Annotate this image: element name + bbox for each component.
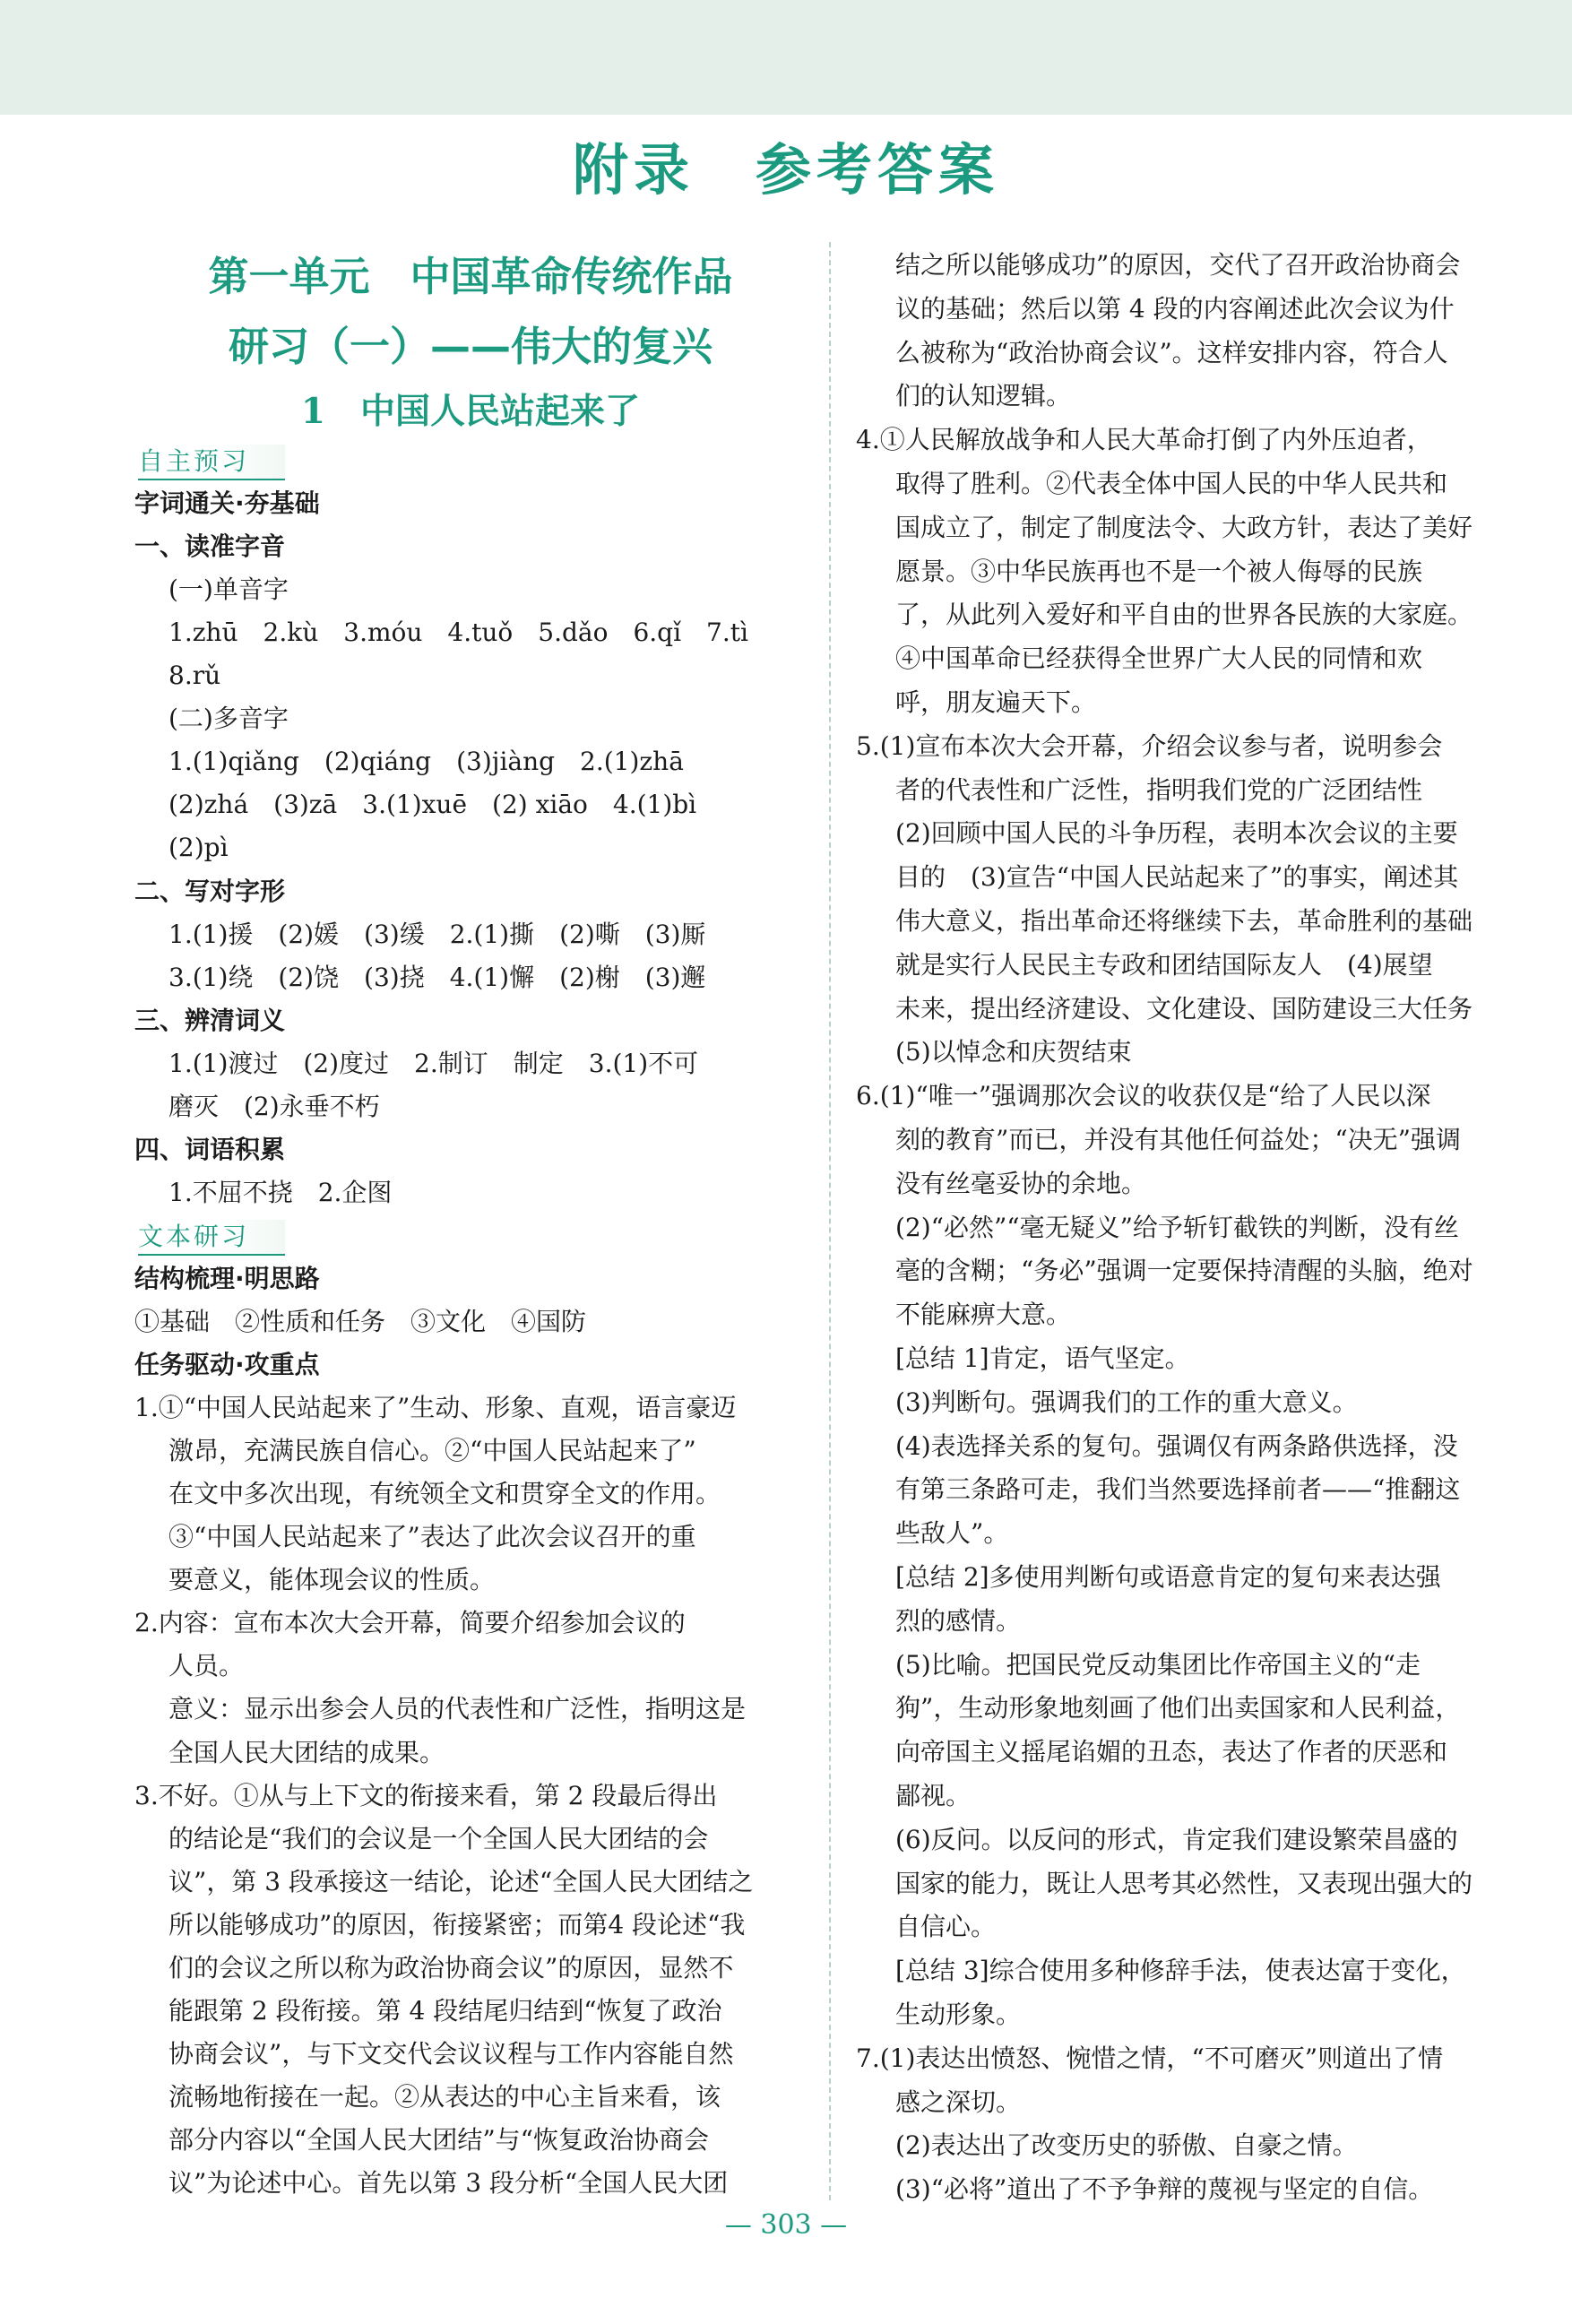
answer-line: 1.不屈不挠 2.企图 bbox=[168, 1177, 393, 1207]
answer-line: (2)回顾中国人民的斗争历程，表明本次会议的主要 bbox=[895, 818, 1458, 849]
answer-line: 激昂，充满民族自信心。②“中国人民站起来了” bbox=[168, 1436, 696, 1466]
answer-line: 么被称为“政治协商会议”。这样安排内容，符合人 bbox=[895, 337, 1448, 367]
answer-line: 6.(1)“唯一”强调那次会议的收获仅是“给了人民以深 bbox=[856, 1081, 1431, 1111]
answer-line: 3.不好。①从与上下文的衔接来看，第 2 段最后得出 bbox=[134, 1780, 718, 1810]
answer-line: 磨灭 (2)永垂不朽 bbox=[168, 1091, 380, 1121]
answer-line: (2)pì bbox=[168, 833, 229, 863]
answer-line: [总结 2]多使用判断句或语意肯定的复句来表达强 bbox=[895, 1562, 1441, 1592]
answer-line: (二)多音字 bbox=[168, 704, 289, 734]
section-heading: 结构梳理·明思路 bbox=[134, 1263, 320, 1293]
answer-line: 烈的感情。 bbox=[895, 1605, 1022, 1636]
answer-line: (4)表选择关系的复句。强调仅有两条路供选择，没 bbox=[895, 1430, 1458, 1461]
answer-line: 国家的能力，既让人思考其必然性，又表现出强大的 bbox=[895, 1868, 1473, 1898]
answer-line: 们的认知逻辑。 bbox=[895, 381, 1072, 411]
answer-line: 就是实行人民民主专政和团结国际友人 (4)展望 bbox=[895, 949, 1433, 980]
answer-line: 5.(1)宣布本次大会开幕，介绍会议参与者，说明参会 bbox=[856, 730, 1443, 761]
answer-line: 4.①人民解放战争和人民大革命打倒了内外压迫者， bbox=[856, 425, 1432, 455]
answer-line: 愿景。③中华民族再也不是一个被人侮辱的民族 bbox=[895, 556, 1423, 586]
lesson-title: 1 中国人民站起来了 bbox=[300, 391, 641, 432]
answer-line: 人员。 bbox=[168, 1651, 245, 1681]
answer-line: [总结 1]肯定，语气坚定。 bbox=[895, 1343, 1190, 1373]
answer-line: 全国人民大团结的成果。 bbox=[168, 1737, 445, 1767]
answer-line: 议”为论述中心。首先以第 3 段分析“全国人民大团 bbox=[168, 2168, 729, 2198]
answer-line: 自信心。 bbox=[895, 1912, 997, 1942]
answer-line: (2)“必然”“毫无疑义”给予斩钉截铁的判断，没有丝 bbox=[895, 1212, 1459, 1242]
answer-line: (5)以悼念和庆贺结束 bbox=[895, 1037, 1132, 1067]
answer-line: 部分内容以“全国人民大团结”与“恢复政治协商会 bbox=[168, 2124, 709, 2155]
answer-line: 狗”，生动形象地刻画了他们出卖国家和人民利益， bbox=[895, 1693, 1461, 1724]
answer-line: 向帝国主义摇尾谄媚的丑态，表达了作者的厌恶和 bbox=[895, 1737, 1448, 1767]
answer-line: 8.rǔ bbox=[168, 661, 221, 691]
section-heading: 二、写对字形 bbox=[134, 876, 286, 906]
answer-line: 毫的含糊；“务必”强调一定要保持清醒的头脑，绝对 bbox=[895, 1256, 1473, 1286]
answer-line: 要意义，能体现会议的性质。 bbox=[168, 1565, 496, 1595]
header-band bbox=[0, 0, 1572, 115]
answer-line: 1.zhū 2.kù 3.móu 4.tuǒ 5.dǎo 6.qǐ 7.tì bbox=[168, 618, 748, 648]
column-divider bbox=[829, 242, 831, 2200]
answer-line: 生动形象。 bbox=[895, 2000, 1022, 2029]
section-heading: 一、读准字音 bbox=[134, 531, 286, 562]
answer-line: 能跟第 2 段衔接。第 4 段结尾归结到“恢复了政治 bbox=[168, 1995, 722, 2026]
answer-line: 刻的教育”而已，并没有其他任何益处；“决无”强调 bbox=[895, 1125, 1461, 1154]
section-tag: 自主预习 bbox=[138, 445, 285, 480]
section-heading: 四、词语积累 bbox=[134, 1134, 286, 1164]
answer-line: (6)反问。以反问的形式，肯定我们建设繁荣昌盛的 bbox=[895, 1824, 1458, 1854]
answer-line: 2.内容：宣布本次大会开幕，简要介绍参加会议的 bbox=[134, 1608, 686, 1638]
answer-line: [总结 3]综合使用多种修辞手法，使表达富于变化， bbox=[895, 1956, 1466, 1986]
answer-line: ③“中国人民站起来了”表达了此次会议召开的重 bbox=[168, 1522, 696, 1552]
answer-line: 未来，提出经济建设、文化建设、国防建设三大任务 bbox=[895, 993, 1473, 1024]
unit-subtitle: 研习（一）——伟大的复兴 bbox=[228, 323, 713, 370]
answer-line: 流畅地衔接在一起。②从表达的中心主旨来看，该 bbox=[168, 2081, 721, 2112]
answer-line: 议的基础；然后以第 4 段的内容阐述此次会议为什 bbox=[895, 293, 1455, 324]
section-tag: 文本研习 bbox=[138, 1220, 285, 1256]
answer-line: 鄙视。 bbox=[895, 1781, 972, 1810]
answer-line: 没有丝毫妥协的余地。 bbox=[895, 1168, 1147, 1198]
answer-line: 1.(1)援 (2)媛 (3)缓 2.(1)撕 (2)嘶 (3)厮 bbox=[168, 919, 706, 949]
answer-line: (3)判断句。强调我们的工作的重大意义。 bbox=[895, 1387, 1358, 1417]
answer-line: 1.(1)qiǎng (2)qiáng (3)jiàng 2.(1)zhā bbox=[168, 747, 684, 777]
answer-line: 了，从此列入爱好和平自由的世界各民族的大家庭。 bbox=[895, 600, 1473, 630]
answer-line: (一)单音字 bbox=[168, 575, 289, 605]
answer-line: (5)比喻。把国民党反动集团比作帝国主义的“走 bbox=[895, 1649, 1421, 1680]
answer-line: ④中国革命已经获得全世界广大人民的同情和欢 bbox=[895, 644, 1423, 674]
answer-line: 不能麻痹大意。 bbox=[895, 1300, 1072, 1330]
answer-line: (2)表达出了改变历史的骄傲、自豪之情。 bbox=[895, 2130, 1358, 2161]
answer-line: 3.(1)绕 (2)饶 (3)挠 4.(1)懈 (2)榭 (3)邂 bbox=[168, 962, 706, 992]
answer-line: 所以能够成功”的原因，衔接紧密；而第4 段论述“我 bbox=[168, 1909, 746, 1940]
answer-line: 者的代表性和广泛性，指明我们党的广泛团结性 bbox=[895, 774, 1423, 805]
answer-line: ①基础 ②性质和任务 ③文化 ④国防 bbox=[134, 1307, 587, 1336]
answer-line: 1.(1)渡过 (2)度过 2.制订 制定 3.(1)不可 bbox=[168, 1048, 699, 1078]
answer-line: 国成立了，制定了制度法令、大政方针，表达了美好 bbox=[895, 512, 1473, 542]
page-number: — 303 — bbox=[724, 2209, 848, 2241]
answer-line: (3)“必将”道出了不予争辩的蔑视与坚定的自信。 bbox=[895, 2174, 1434, 2205]
answer-line: 的结论是“我们的会议是一个全国人民大团结的会 bbox=[168, 1823, 709, 1853]
answer-line: 结之所以能够成功”的原因，交代了召开政治协商会 bbox=[895, 250, 1461, 280]
section-heading: 三、辨清词义 bbox=[134, 1005, 286, 1035]
section-heading: 字词通关·夯基础 bbox=[134, 488, 320, 519]
answer-line: 感之深切。 bbox=[895, 2086, 1022, 2117]
answer-line: 议”，第 3 段承接这一结论，论述“全国人民大团结之 bbox=[168, 1866, 754, 1896]
section-heading: 任务驱动·攻重点 bbox=[134, 1350, 320, 1380]
answer-line: 伟大意义，指出革命还将继续下去，革命胜利的基础 bbox=[895, 906, 1473, 936]
unit-title: 第一单元 中国革命传统作品 bbox=[208, 253, 733, 300]
answer-line: 取得了胜利。②代表全体中国人民的中华人民共和 bbox=[895, 469, 1448, 498]
answer-line: 有第三条路可走，我们当然要选择前者——“推翻这 bbox=[895, 1474, 1461, 1505]
answer-line: 呼，朋友遍天下。 bbox=[895, 687, 1097, 717]
answer-line: 7.(1)表达出愤怒、惋惜之情，“不可磨灭”则道出了情 bbox=[856, 2043, 1444, 2073]
answer-line: 在文中多次出现，有统领全文和贯穿全文的作用。 bbox=[168, 1479, 721, 1509]
answer-line: 们的会议之所以称为政治协商会议”的原因，显然不 bbox=[168, 1952, 734, 1983]
answer-line: (2)zhá (3)zā 3.(1)xuē (2) xiāo 4.(1)bì bbox=[168, 790, 697, 820]
answer-line: 1.①“中国人民站起来了”生动、形象、直观，语言豪迈 bbox=[134, 1393, 737, 1423]
answer-line: 协商会议”，与下文交代会议议程与工作内容能自然 bbox=[168, 2038, 734, 2069]
answer-line: 目的 (3)宣告“中国人民站起来了”的事实，阐述其 bbox=[895, 862, 1459, 893]
answer-line: 意义：显示出参会人员的代表性和广泛性，指明这是 bbox=[168, 1694, 747, 1724]
answer-line: 些敌人”。 bbox=[895, 1518, 1009, 1549]
page-title: 附录 参考答案 bbox=[572, 137, 999, 203]
